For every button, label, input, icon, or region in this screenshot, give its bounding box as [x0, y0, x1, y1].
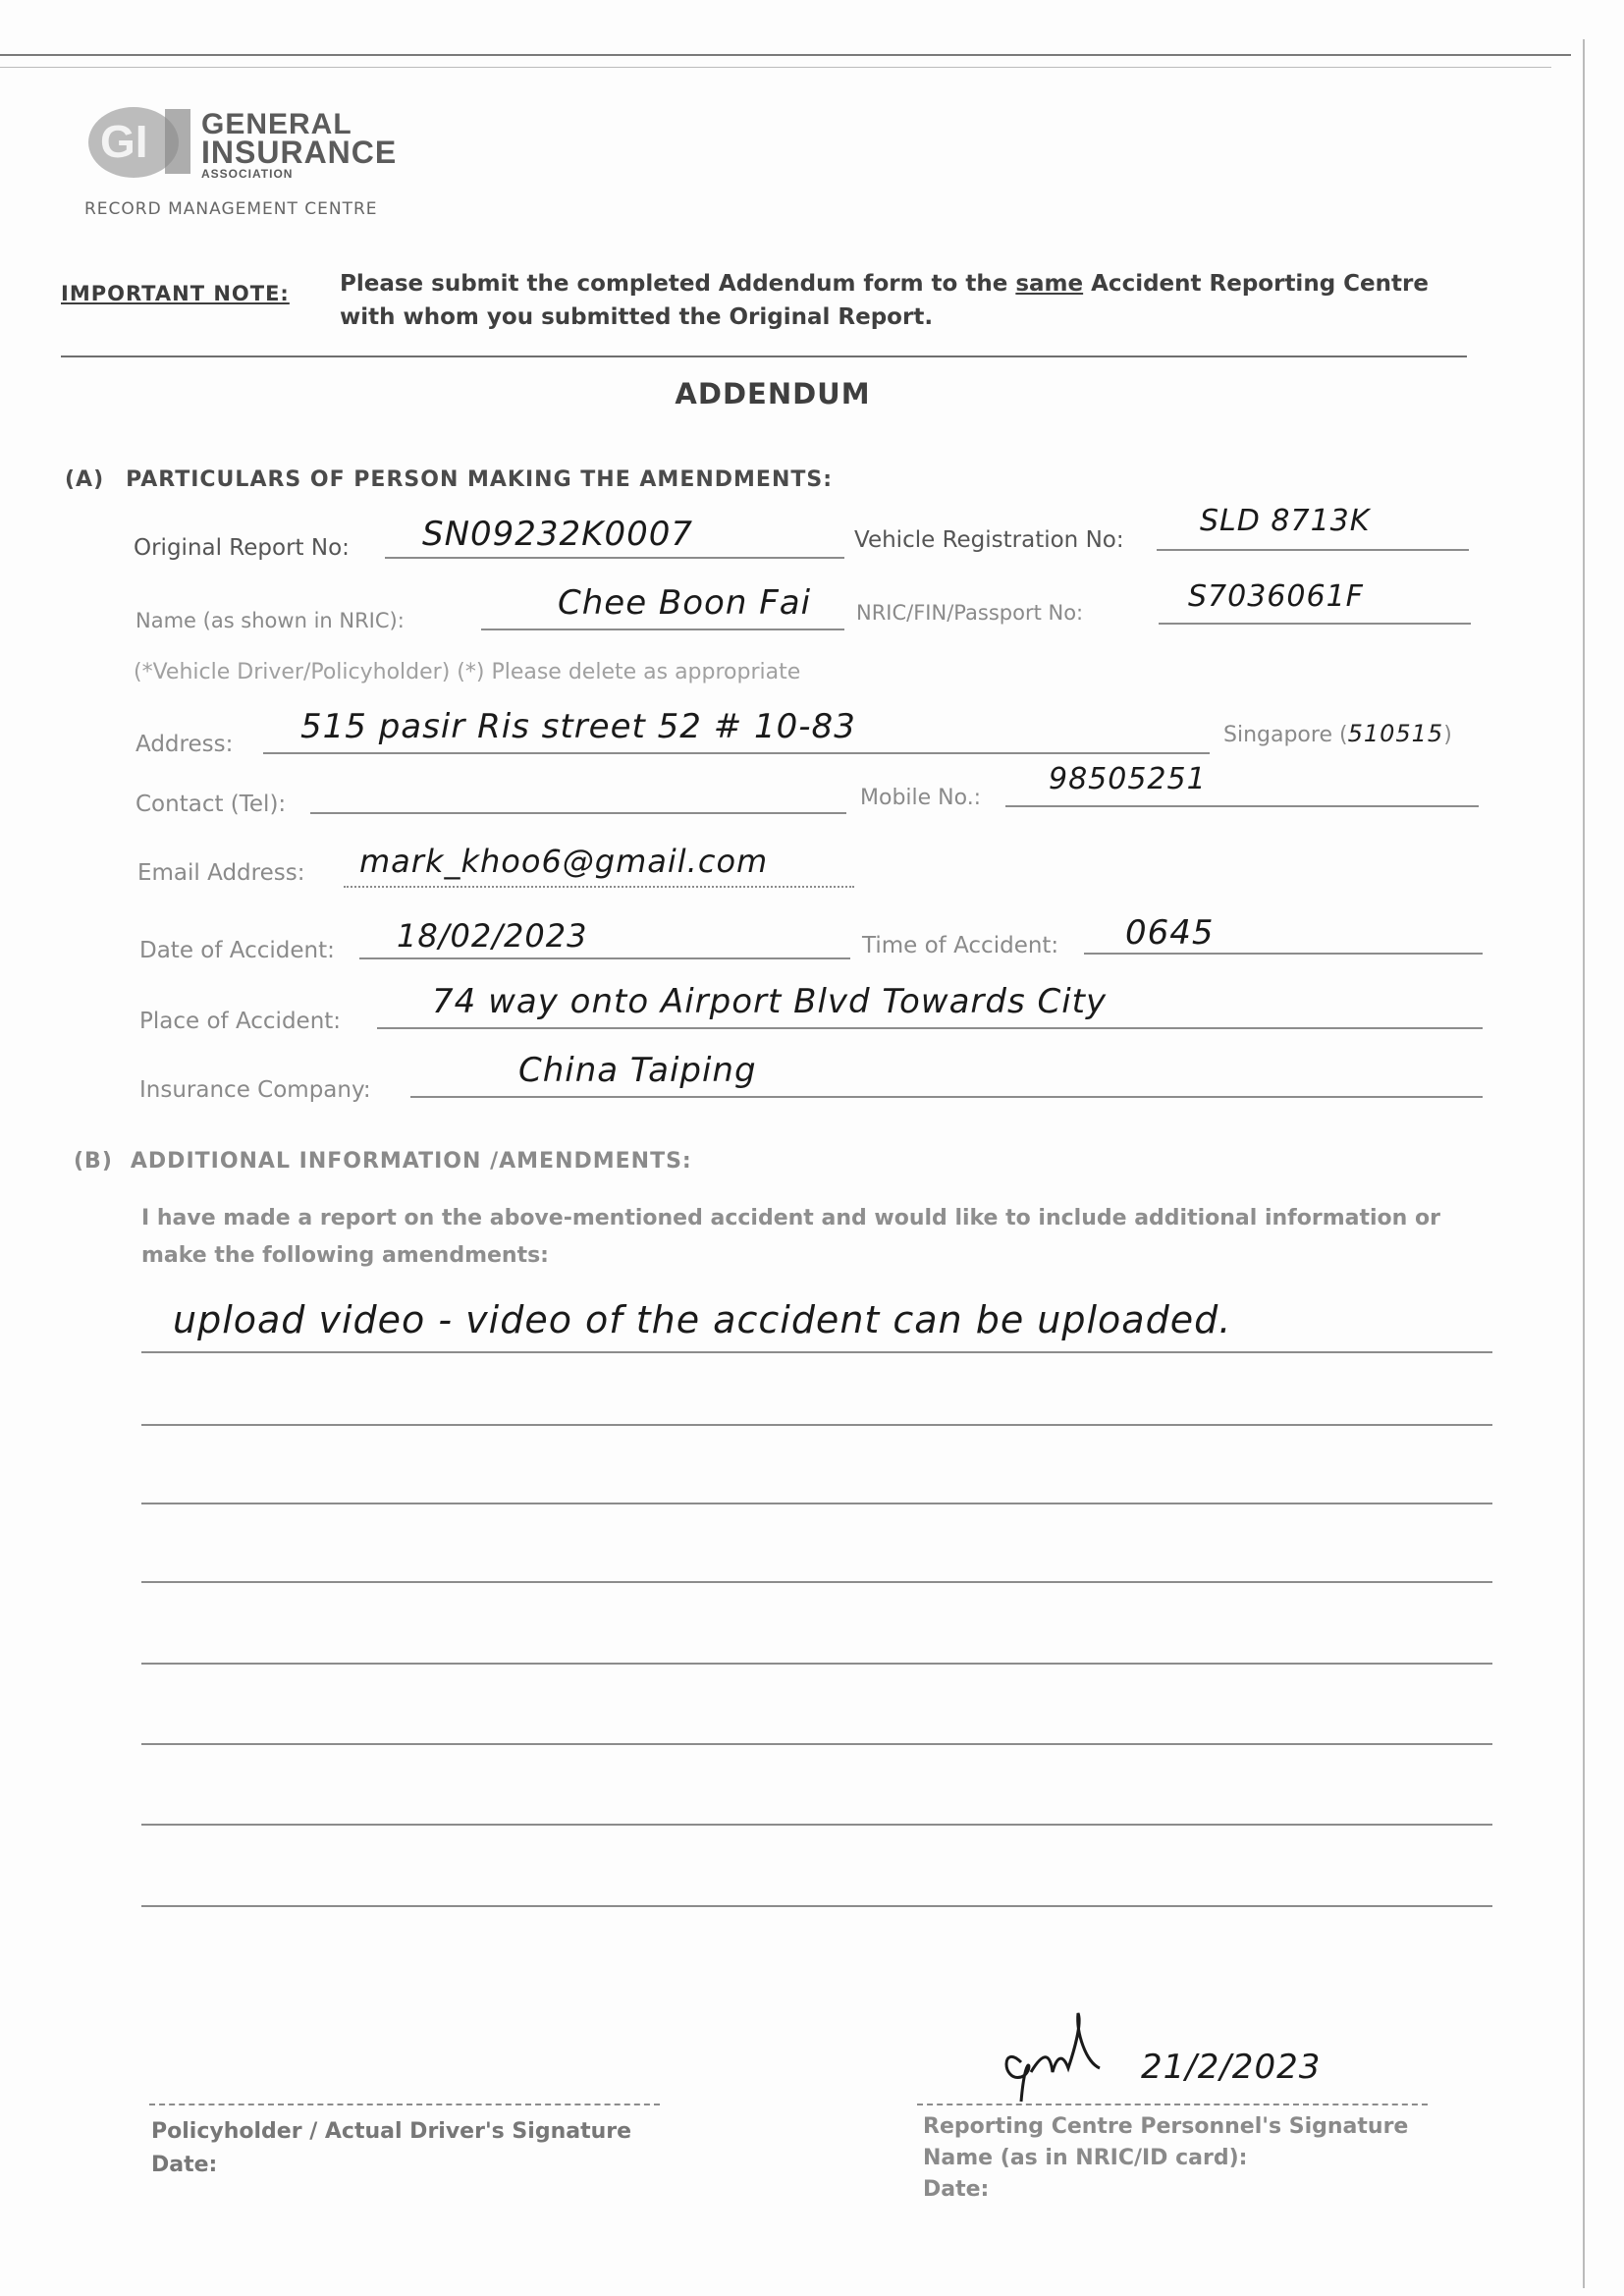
important-note-label: IMPORTANT NOTE:: [61, 282, 290, 305]
centre-date-label: Date:: [923, 2177, 990, 2202]
name-label: Name (as shown in NRIC):: [135, 609, 405, 632]
section-b-instructions: I have made a report on the above-mentioned accident and would like to include additional information or make the following amendments:: [141, 1206, 1440, 1268]
amendment-line: [141, 1581, 1492, 1583]
centre-signature-block: [923, 2111, 1408, 2206]
page-title: ADDENDUM: [675, 377, 871, 410]
time-of-accident-value: 0645: [1125, 913, 1215, 953]
vehicle-registration-label: Vehicle Registration No:: [854, 527, 1124, 553]
centre-signature-label: Reporting Centre Personnel's Signature: [923, 2114, 1409, 2139]
note-divider: [61, 355, 1467, 357]
amendment-line: [141, 1824, 1492, 1826]
time-of-accident-label: Time of Accident:: [862, 933, 1059, 958]
policyholder-signature-label: Policyholder / Actual Driver's Signature: [151, 2119, 632, 2144]
email-value: mark_khoo6@gmail.com: [359, 843, 769, 880]
contact-tel-label: Contact (Tel):: [135, 792, 287, 817]
name-line: [481, 629, 844, 630]
time-of-accident-line: [1084, 953, 1483, 955]
mobile-label: Mobile No.:: [860, 786, 982, 810]
scan-top-rule: [0, 54, 1571, 56]
logo-line-general: GENERAL: [201, 108, 352, 140]
nric-value: S7036061F: [1188, 579, 1364, 614]
centre-signature-line: [917, 2104, 1428, 2105]
handwritten-signature: [992, 2003, 1149, 2111]
nric-label: NRIC/FIN/Passport No:: [856, 601, 1084, 625]
section-a-number: (A): [65, 467, 105, 492]
scan-right-edge: [1583, 39, 1585, 2288]
amendment-line: [141, 1743, 1492, 1745]
postal-code-value: 510515: [1347, 720, 1444, 747]
logo-wordmark: [201, 110, 397, 181]
amendment-line: [141, 1424, 1492, 1426]
centre-name-label: Name (as in NRIC/ID card):: [923, 2146, 1248, 2170]
singapore-label: [1223, 720, 1452, 747]
policyholder-date-label: Date:: [151, 2153, 218, 2177]
place-of-accident-label: Place of Accident:: [139, 1009, 342, 1034]
centre-signed-date: 21/2/2023: [1141, 2048, 1322, 2087]
driver-note: (*Vehicle Driver/Policyholder) (*) Please delete as appropriate: [134, 660, 801, 684]
place-of-accident-line: [377, 1027, 1483, 1029]
note-text-before: Please submit the completed Addendum form to the: [340, 271, 1016, 297]
singapore-text: Singapore (: [1223, 723, 1348, 747]
date-of-accident-value: 18/02/2023: [397, 917, 588, 955]
logo-subtitle: RECORD MANAGEMENT CENTRE: [84, 199, 378, 219]
section-a-heading: [65, 467, 833, 492]
mobile-value: 98505251: [1049, 762, 1207, 796]
scan-top-rule-2: [0, 67, 1551, 68]
address-value: 515 pasir Ris street 52 # 10-83: [300, 707, 856, 746]
amendment-line: [141, 1503, 1492, 1504]
important-note-text: [340, 267, 1469, 334]
place-of-accident-value: 74 way onto Airport Blvd Towards City: [432, 982, 1108, 1021]
policyholder-signature-block: [151, 2115, 631, 2182]
mobile-line: [1005, 805, 1479, 807]
amendment-line: [141, 1905, 1492, 1907]
section-b-title: ADDITIONAL INFORMATION /AMENDMENTS:: [130, 1149, 692, 1174]
original-report-label: Original Report No:: [134, 535, 350, 561]
singapore-close: ): [1443, 723, 1452, 747]
address-line: [263, 752, 1210, 754]
amendment-line: [141, 1663, 1492, 1665]
date-of-accident-label: Date of Accident:: [139, 938, 335, 963]
vehicle-registration-value: SLD 8713K: [1200, 504, 1371, 538]
amendment-text: upload video - video of the accident can be uploaded.: [173, 1298, 1232, 1341]
logo-line-insurance: INSURANCE: [201, 135, 398, 170]
insurance-company-line: [410, 1096, 1483, 1098]
email-line: [344, 886, 854, 888]
vehicle-registration-line: [1157, 549, 1469, 551]
email-label: Email Address:: [137, 860, 305, 886]
date-of-accident-line: [359, 957, 850, 959]
original-report-value: SN09232K0007: [422, 515, 693, 554]
note-text-after: Accident Reporting Centre with whom you submitted the Original Report.: [340, 271, 1429, 330]
nric-line: [1159, 623, 1471, 625]
insurance-company-label: Insurance Company:: [139, 1077, 371, 1103]
gia-logo-icon: [84, 103, 194, 182]
note-text-emphasis: same: [1015, 271, 1084, 297]
section-b-heading: [74, 1149, 692, 1174]
logo-line-association: ASSOCIATION: [201, 167, 294, 181]
section-b-number: (B): [74, 1149, 113, 1174]
amendment-line: [141, 1351, 1492, 1353]
section-a-title: PARTICULARS OF PERSON MAKING THE AMENDMENTS:: [126, 467, 834, 492]
policyholder-signature-line: [149, 2104, 660, 2105]
name-value: Chee Boon Fai: [558, 583, 812, 623]
contact-tel-line: [310, 812, 846, 814]
address-label: Address:: [135, 732, 234, 757]
svg-text:GI: GI: [100, 116, 148, 167]
insurance-company-value: China Taiping: [518, 1051, 757, 1090]
original-report-line: [385, 557, 844, 559]
